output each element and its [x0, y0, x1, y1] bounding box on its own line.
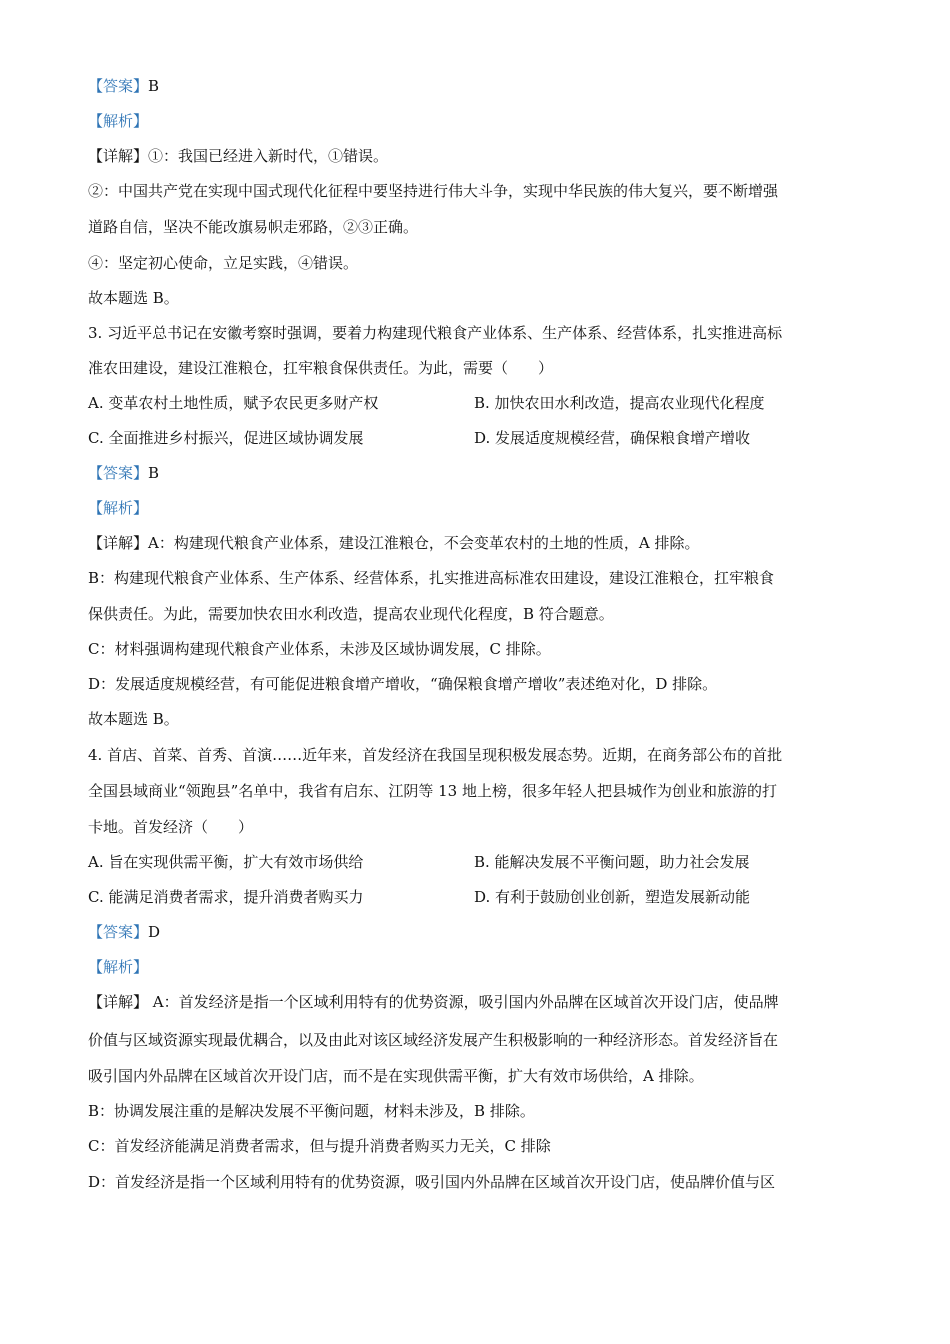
q3-detail-line-5: D：发展适度规模经营，有可能促进粮食增产增收，“确保粮食增产增收”表述绝对化，D 排除。 [88, 675, 718, 693]
q2-detail-line-3: 道路自信，坚决不能改旗易帜走邪路，②③正确。 [88, 218, 419, 236]
q4-detail-line-6: D：首发经济是指一个区域利用特有的优势资源，吸引国内外品牌在区域首次开设门店，使品牌价值与区 [88, 1173, 776, 1191]
q4-option-d: D. 有利于鼓励创业创新，塑造发展新动能 [474, 888, 751, 906]
detail-tag: 【详解】 [88, 534, 149, 552]
q3-option-c: C. 全面推进乡村振兴，促进区域协调发展 [88, 429, 364, 447]
answer-value: B [148, 77, 160, 95]
answer-value: D [148, 923, 161, 941]
detail-text: ①：我国已经进入新时代，①错误。 [148, 147, 389, 165]
q2-answer-line [88, 76, 159, 96]
q4-detail-line-2: 价值与区域资源实现最优耦合，以及由此对该区域经济发展产生积极影响的一种经济形态。首发经济旨在 [88, 1031, 779, 1049]
q4-detail-line-3: 吸引国内外品牌在区域首次开设门店，而不是在实现供需平衡，扩大有效市场供给，A 排除。 [88, 1067, 704, 1085]
q3-detail-line-3: 保供责任。为此，需要加快农田水利改造，提高农业现代化程度，B 符合题意。 [88, 605, 614, 623]
q3-answer-line [88, 463, 159, 483]
q4-option-c: C. 能满足消费者需求，提升消费者购买力 [88, 888, 364, 906]
q2-detail-line-1 [88, 146, 388, 166]
q2-analysis-tag: 【解析】 [88, 112, 149, 130]
q4-answer-line [88, 922, 160, 942]
q3-option-a: A. 变革农村土地性质，赋予农民更多财产权 [88, 394, 379, 412]
q3-detail-line-2: B：构建现代粮食产业体系、生产体系、经营体系，扎实推进高标准农田建设，建设江淮粮仓，扛牢粮食 [88, 569, 775, 587]
q3-analysis-tag: 【解析】 [88, 499, 149, 517]
q4-stem-line-3: 卡地。首发经济（ ） [88, 818, 254, 836]
answer-tag: 【答案】 [88, 923, 149, 941]
q3-conclusion: 故本题选 B。 [88, 710, 179, 728]
detail-tag: 【详解】 [88, 993, 149, 1011]
answer-tag: 【答案】 [88, 464, 149, 482]
q4-stem-line-1: 4. 首店、首菜、首秀、首演……近年来，首发经济在我国呈现积极发展态势。近期，在商务部公布的首批 [88, 746, 783, 764]
answer-value: B [148, 464, 160, 482]
q4-detail-line-5: C：首发经济能满足消费者需求，但与提升消费者购买力无关，C 排除 [88, 1137, 551, 1155]
q4-detail-line-1 [88, 992, 779, 1012]
detail-text: A：首发经济是指一个区域利用特有的优势资源，吸引国内外品牌在区域首次开设门店，使品牌 [148, 993, 779, 1011]
q2-detail-line-2: ②：中国共产党在实现中国式现代化征程中要坚持进行伟大斗争，实现中华民族的伟大复兴，要不断增强 [88, 182, 779, 200]
q3-detail-line-1 [88, 533, 699, 553]
q3-option-d: D. 发展适度规模经营，确保粮食增产增收 [474, 429, 751, 447]
q4-stem-line-2: 全国县域商业“领跑县”名单中，我省有启东、江阴等 13 地上榜，很多年轻人把县城作为创业和旅游的打 [88, 782, 777, 800]
q4-detail-line-4: B：协调发展注重的是解决发展不平衡问题，材料未涉及，B 排除。 [88, 1102, 535, 1120]
q3-stem-line-1: 3. 习近平总书记在安徽考察时强调，要着力构建现代粮食产业体系、生产体系、经营体系，扎实推进高标 [88, 324, 783, 342]
q3-detail-line-4: C：材料强调构建现代粮食产业体系，未涉及区域协调发展，C 排除。 [88, 640, 551, 658]
q4-option-b: B. 能解决发展不平衡问题，助力社会发展 [474, 853, 750, 871]
q2-detail-line-4: ④：坚定初心使命，立足实践，④错误。 [88, 254, 359, 272]
answer-tag: 【答案】 [88, 77, 149, 95]
q2-conclusion: 故本题选 B。 [88, 289, 179, 307]
q4-analysis-tag: 【解析】 [88, 958, 149, 976]
detail-tag: 【详解】 [88, 147, 149, 165]
q3-option-b: B. 加快农田水利改造，提高农业现代化程度 [474, 394, 765, 412]
detail-text: A：构建现代粮食产业体系，建设江淮粮仓，不会变革农村的土地的性质，A 排除。 [148, 534, 700, 552]
q4-option-a: A. 旨在实现供需平衡，扩大有效市场供给 [88, 853, 364, 871]
q3-stem-line-2: 准农田建设，建设江淮粮仓，扛牢粮食保供责任。为此，需要（ ） [88, 359, 554, 377]
